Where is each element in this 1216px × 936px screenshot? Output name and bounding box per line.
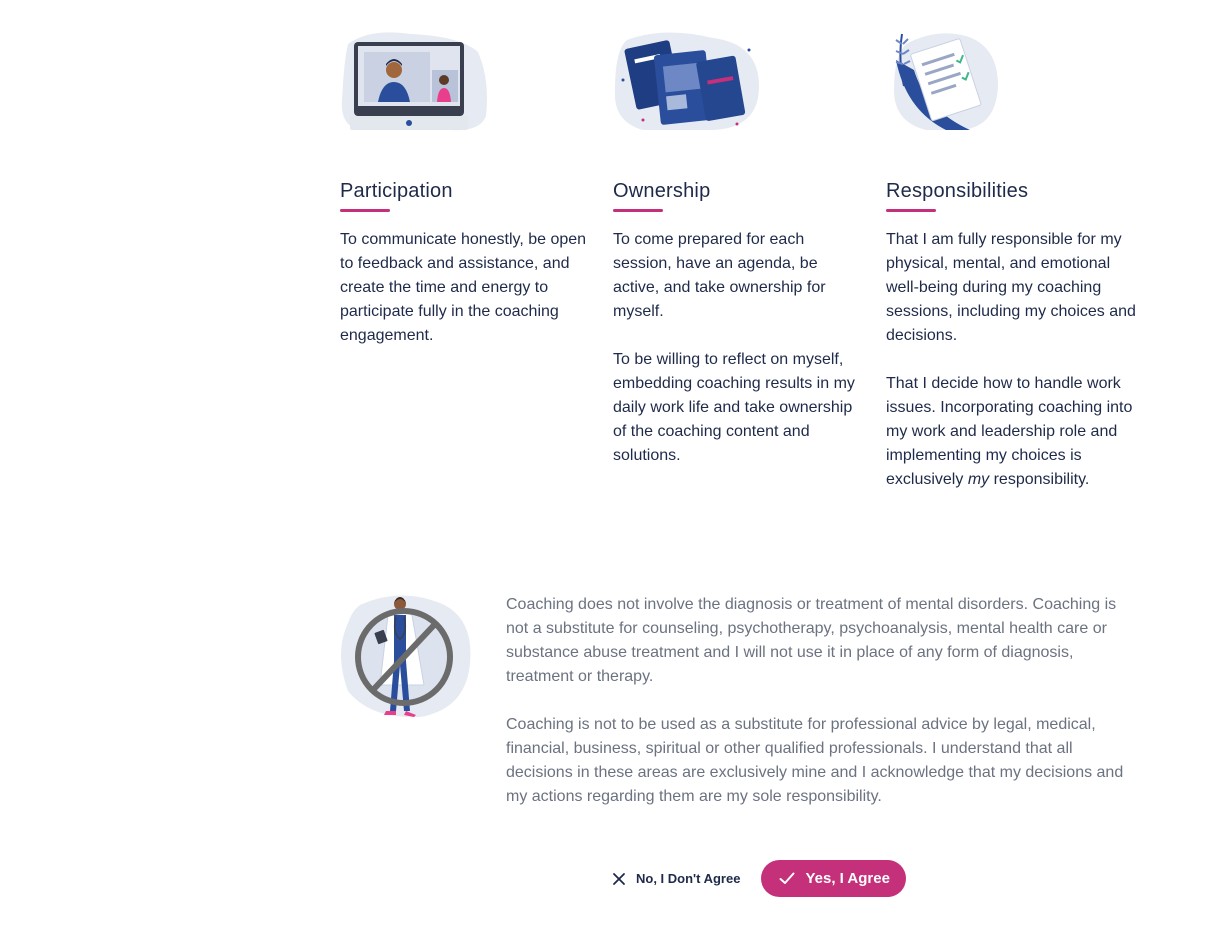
close-icon xyxy=(612,872,626,886)
participation-text: To communicate honestly, be open to feedback and assistance, and create the time and energy to participate fully in the coaching engagement. xyxy=(340,231,587,344)
accept-label: Yes, I Agree xyxy=(805,870,890,887)
check-icon xyxy=(779,872,795,885)
ownership-text-2: To be willing to reflect on myself, embedding coaching results in my daily work life and take ownership of the coaching content and solutions. xyxy=(613,351,855,464)
disclaimer-text xyxy=(506,593,1140,809)
responsibilities-title: Responsibilities xyxy=(886,180,1029,202)
responsibilities-text-2-end: responsibility. xyxy=(993,471,1090,488)
disclaimer-paragraph-2: Coaching is not to be used as a substitute for professional advice by legal, medical, financial, business, spiritual or other qualified professionals. I understand that all decisions in these areas are exclusively mine and I acknowledge that my decisions and my actions regarding them are my sole responsibility. xyxy=(506,716,1124,805)
decline-button[interactable] xyxy=(600,860,752,897)
decline-label: No, I Don't Agree xyxy=(636,871,741,886)
responsibilities-column xyxy=(886,30,1136,492)
participation-column xyxy=(340,30,590,348)
responsibilities-text-1: That I am fully responsible for my physical, mental, and emotional well-being during my coaching sessions, including my choices and decisions. xyxy=(886,231,1136,344)
documents-illustration xyxy=(613,30,863,132)
ownership-title: Ownership xyxy=(613,180,711,202)
no-doctor-illustration xyxy=(340,593,474,724)
participation-title: Participation xyxy=(340,180,453,202)
video-call-illustration xyxy=(340,30,590,132)
title-underline xyxy=(886,209,936,212)
responsibilities-text-2 xyxy=(886,372,1136,492)
ownership-column xyxy=(613,30,863,468)
accept-button[interactable] xyxy=(761,860,906,897)
disclaimer-paragraph-1: Coaching does not involve the diagnosis or treatment of mental disorders. Coaching is not a substitute for counseling, psychotherapy, psychoanalysis, mental health care or substance abuse treatment and I will not use it in place of any form of diagnosis, treatment or therapy. xyxy=(506,596,1117,685)
title-underline xyxy=(340,209,390,212)
checklist-illustration xyxy=(886,30,1136,132)
agreement-actions xyxy=(600,860,906,897)
ownership-text-1: To come prepared for each session, have an agenda, be active, and take ownership for myself. xyxy=(613,231,826,320)
title-underline xyxy=(613,209,663,212)
responsibilities-text-2-main: That I decide how to handle work issues. Incorporating coaching into my work and leadership role and implementing my choices is exclusively xyxy=(886,375,1133,488)
emphasis-my: my xyxy=(967,471,990,488)
